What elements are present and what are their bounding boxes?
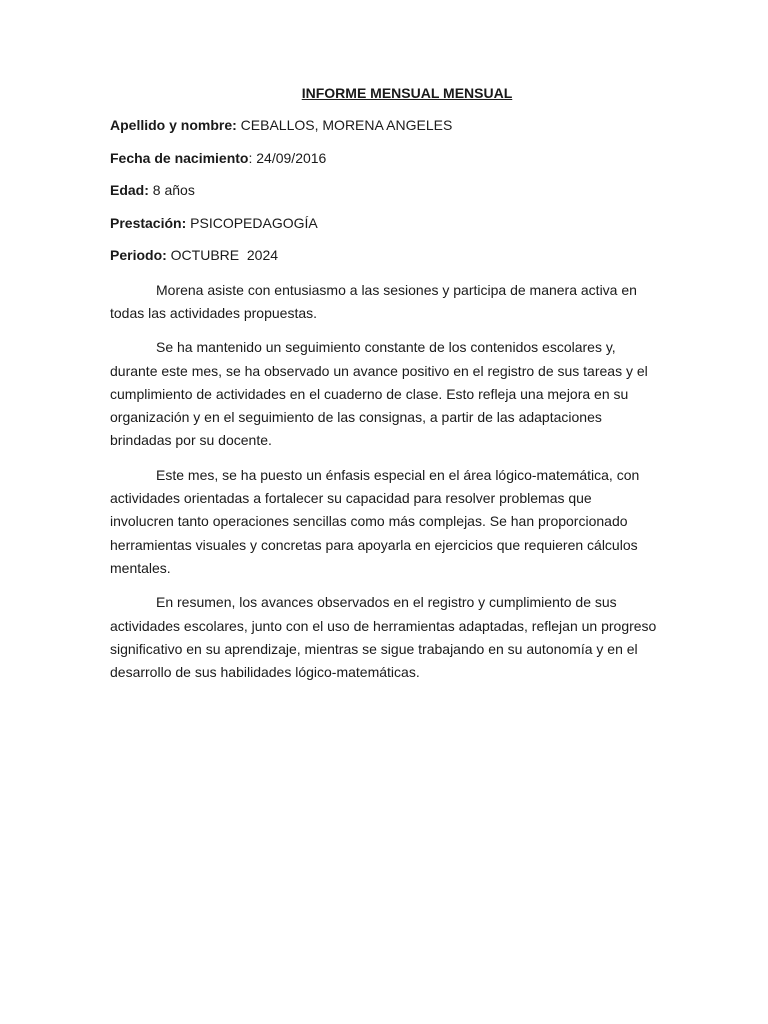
field-label: Fecha de nacimiento bbox=[110, 149, 249, 166]
field-prestacion bbox=[110, 214, 658, 232]
field-value: PSICOPEDAGOGÍA bbox=[186, 214, 318, 231]
field-fecha-nacimiento bbox=[110, 149, 658, 167]
field-label: Periodo: bbox=[110, 247, 167, 263]
field-label: Apellido y nombre: bbox=[110, 117, 237, 133]
paragraph: Se ha mantenido un seguimiento constante de los contenidos escolares y, durante este mes, se ha observado un avance positivo en el registro de sus tareas y el cumplimiento de actividades en el cuaderno de clase. Esto refleja una mejora en su organización y en el seguimiento de las consignas, a partir de las adaptaciones brindadas por su docente. bbox=[110, 339, 648, 449]
field-value: OCTUBRE 2024 bbox=[166, 247, 279, 263]
field-label: Edad: bbox=[110, 182, 149, 198]
document-title: INFORME MENSUAL MENSUAL bbox=[301, 85, 513, 101]
field-periodo bbox=[110, 246, 658, 264]
paragraph: Morena asiste con entusiasmo a las sesiones y participa de manera activa en todas las actividades propuestas. bbox=[110, 281, 637, 321]
field-nombre bbox=[110, 116, 658, 134]
field-value: 8 años bbox=[148, 182, 195, 198]
paragraph: En resumen, los avances observados en el registro y cumplimiento de sus actividades escolares, junto con el uso de herramientas adaptadas, reflejan un progreso significativo en su aprendizaje, mientras se sigue trabajando en su autonomía y en el desarrollo de sus habilidades lógico-matemáticas. bbox=[110, 594, 657, 681]
field-value: CEBALLOS, MORENA ANGELES bbox=[236, 117, 453, 133]
report-body bbox=[110, 279, 658, 685]
field-label: Prestación: bbox=[110, 214, 187, 231]
field-value: : 24/09/2016 bbox=[248, 149, 327, 166]
document-page bbox=[110, 84, 658, 696]
field-edad bbox=[110, 181, 658, 199]
paragraph: Este mes, se ha puesto un énfasis especial en el área lógico-matemática, con actividades orientadas a fortalecer su capacidad para resolver problemas que involucren tanto operaciones sencillas como más complejas. Se han proporcionado herramientas visuales y concretas para apoyarla en ejercicios que requieren cálculos mentales. bbox=[110, 466, 640, 576]
